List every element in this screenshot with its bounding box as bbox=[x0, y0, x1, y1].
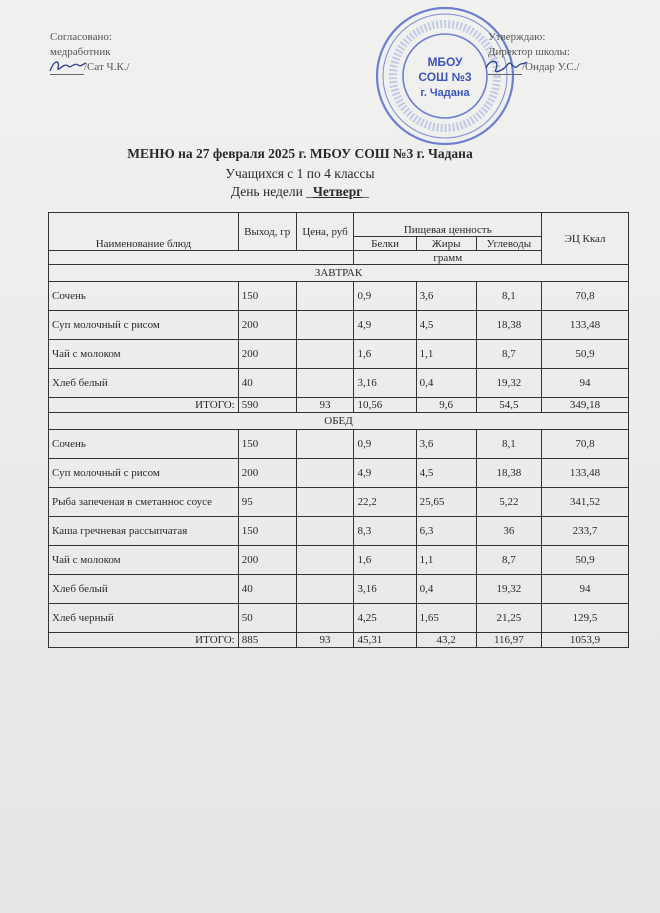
header-price: Цена, руб bbox=[296, 213, 354, 251]
dish-name: Рыба запеченая в сметанноc соусе bbox=[49, 488, 239, 517]
total-energy: 1053,9 bbox=[542, 633, 629, 648]
dish-fat: 3,6 bbox=[416, 430, 476, 459]
dish-price bbox=[296, 340, 354, 369]
dish-price bbox=[296, 369, 354, 398]
dish-carbs: 8,7 bbox=[476, 546, 541, 575]
dish-name: Суп молочный с рисом bbox=[49, 459, 239, 488]
dish-output: 200 bbox=[238, 340, 296, 369]
dish-energy: 233,7 bbox=[542, 517, 629, 546]
dish-energy: 94 bbox=[542, 575, 629, 604]
dish-protein: 0,9 bbox=[354, 282, 416, 311]
dish-carbs: 18,38 bbox=[476, 311, 541, 340]
dish-carbs: 5,22 bbox=[476, 488, 541, 517]
dish-carbs: 8,1 bbox=[476, 282, 541, 311]
total-price: 93 bbox=[296, 398, 354, 413]
dish-carbs: 21,25 bbox=[476, 604, 541, 633]
menu-subtitle-grades: Учащихся с 1 по 4 классы bbox=[225, 166, 375, 181]
total-row-breakfast bbox=[49, 398, 629, 413]
dish-protein: 8,3 bbox=[354, 517, 416, 546]
dish-energy: 50,9 bbox=[542, 340, 629, 369]
dish-fat: 4,5 bbox=[416, 459, 476, 488]
dish-output: 200 bbox=[238, 546, 296, 575]
dish-energy: 341,52 bbox=[542, 488, 629, 517]
dish-price bbox=[296, 488, 354, 517]
header-carbs: Углеводы bbox=[476, 237, 541, 251]
total-protein: 45,31 bbox=[354, 633, 416, 648]
menu-table bbox=[48, 212, 629, 648]
section-title: ЗАВТРАК bbox=[49, 265, 629, 282]
dish-name: Хлеб черный bbox=[49, 604, 239, 633]
total-protein: 10,56 bbox=[354, 398, 416, 413]
dish-fat: 1,65 bbox=[416, 604, 476, 633]
dish-carbs: 36 bbox=[476, 517, 541, 546]
header-fat: Жиры bbox=[416, 237, 476, 251]
total-energy: 349,18 bbox=[542, 398, 629, 413]
menu-table-body bbox=[49, 265, 629, 648]
dish-price bbox=[296, 575, 354, 604]
section-title: ОБЕД bbox=[49, 413, 629, 430]
dish-fat: 6,3 bbox=[416, 517, 476, 546]
dish-price bbox=[296, 459, 354, 488]
dish-fat: 1,1 bbox=[416, 546, 476, 575]
dish-fat: 3,6 bbox=[416, 282, 476, 311]
table-row bbox=[49, 604, 629, 633]
dish-output: 150 bbox=[238, 282, 296, 311]
dish-name: Сочень bbox=[49, 282, 239, 311]
medic-title: медработник bbox=[50, 46, 111, 58]
dish-name: Хлеб белый bbox=[49, 575, 239, 604]
dish-output: 150 bbox=[238, 430, 296, 459]
dish-carbs: 19,32 bbox=[476, 369, 541, 398]
table-row bbox=[49, 340, 629, 369]
table-row bbox=[49, 459, 629, 488]
table-row bbox=[49, 517, 629, 546]
dish-carbs: 8,7 bbox=[476, 340, 541, 369]
dish-protein: 4,9 bbox=[354, 459, 416, 488]
dish-name: Чай с молоком bbox=[49, 546, 239, 575]
weekday-value: Четверг bbox=[312, 184, 363, 199]
director-signature-line bbox=[488, 60, 580, 75]
total-price: 93 bbox=[296, 633, 354, 648]
approved-label: Согласовано: bbox=[50, 31, 112, 43]
total-carbs: 54,5 bbox=[476, 398, 541, 413]
dish-output: 40 bbox=[238, 575, 296, 604]
dish-output: 200 bbox=[238, 459, 296, 488]
header-nutrition: Пищевая ценность bbox=[354, 213, 542, 237]
dish-output: 40 bbox=[238, 369, 296, 398]
dish-price bbox=[296, 517, 354, 546]
medic-name: /Сат Ч.К./ bbox=[84, 61, 130, 73]
dish-name: Суп молочный с рисом bbox=[49, 311, 239, 340]
dish-price bbox=[296, 546, 354, 575]
approval-block-right bbox=[488, 30, 580, 75]
table-row bbox=[49, 575, 629, 604]
total-row-lunch bbox=[49, 633, 629, 648]
svg-text:СОШ №3: СОШ №3 bbox=[418, 70, 472, 84]
dish-name: Каша гречневая рассыпчатая bbox=[49, 517, 239, 546]
table-row bbox=[49, 369, 629, 398]
table-row bbox=[49, 430, 629, 459]
dish-name: Хлеб белый bbox=[49, 369, 239, 398]
dish-protein: 1,6 bbox=[354, 340, 416, 369]
header-name: Наименование блюд bbox=[49, 213, 239, 251]
signature-director bbox=[488, 62, 522, 75]
weekday-suffix: _ bbox=[362, 184, 370, 199]
dish-name: Сочень bbox=[49, 430, 239, 459]
dish-name: Чай с молоком bbox=[49, 340, 239, 369]
dish-fat: 4,5 bbox=[416, 311, 476, 340]
dish-protein: 0,9 bbox=[354, 430, 416, 459]
dish-energy: 50,9 bbox=[542, 546, 629, 575]
table-row bbox=[49, 488, 629, 517]
dish-output: 200 bbox=[238, 311, 296, 340]
header-blank bbox=[49, 251, 354, 265]
dish-price bbox=[296, 430, 354, 459]
dish-price bbox=[296, 282, 354, 311]
dish-protein: 22,2 bbox=[354, 488, 416, 517]
table-row bbox=[49, 282, 629, 311]
signature-medic-icon bbox=[46, 56, 90, 78]
director-name: /Ондар У.С./ bbox=[522, 61, 580, 73]
table-row bbox=[49, 311, 629, 340]
dish-energy: 70,8 bbox=[542, 430, 629, 459]
dish-energy: 70,8 bbox=[542, 282, 629, 311]
dish-output: 50 bbox=[238, 604, 296, 633]
dish-protein: 3,16 bbox=[354, 369, 416, 398]
dish-fat: 1,1 bbox=[416, 340, 476, 369]
dish-fat: 25,65 bbox=[416, 488, 476, 517]
dish-energy: 133,48 bbox=[542, 311, 629, 340]
header-output: Выход, гр bbox=[238, 213, 296, 251]
menu-weekday bbox=[0, 184, 630, 200]
header-protein: Белки bbox=[354, 237, 416, 251]
dish-fat: 0,4 bbox=[416, 369, 476, 398]
dish-fat: 0,4 bbox=[416, 575, 476, 604]
header-energy: ЭЦ Ккал bbox=[542, 213, 629, 265]
medic-signature-line bbox=[50, 60, 130, 75]
total-fat: 9,6 bbox=[416, 398, 476, 413]
total-carbs: 116,97 bbox=[476, 633, 541, 648]
total-fat: 43,2 bbox=[416, 633, 476, 648]
section-breakfast bbox=[49, 265, 629, 282]
dish-output: 95 bbox=[238, 488, 296, 517]
svg-text:МБОУ: МБОУ bbox=[427, 55, 463, 69]
section-lunch bbox=[49, 413, 629, 430]
header-unit: грамм bbox=[354, 251, 542, 265]
dish-protein: 4,25 bbox=[354, 604, 416, 633]
total-output: 590 bbox=[238, 398, 296, 413]
signature-medic bbox=[50, 62, 84, 75]
table-row bbox=[49, 546, 629, 575]
dish-carbs: 18,38 bbox=[476, 459, 541, 488]
dish-energy: 94 bbox=[542, 369, 629, 398]
dish-carbs: 8,1 bbox=[476, 430, 541, 459]
dish-carbs: 19,32 bbox=[476, 575, 541, 604]
menu-title: МЕНЮ на 27 февраля 2025 г. МБОУ СОШ №3 г. Чадана bbox=[127, 146, 473, 161]
director-title: Директор школы: bbox=[488, 46, 570, 58]
total-output: 885 bbox=[238, 633, 296, 648]
approve-label: Утверждаю: bbox=[488, 31, 546, 43]
svg-text:г. Чадана: г. Чадана bbox=[420, 87, 470, 99]
dish-price bbox=[296, 311, 354, 340]
total-label: ИТОГО: bbox=[49, 398, 239, 413]
weekday-prefix: День недели _ bbox=[230, 184, 313, 199]
signature-director-icon bbox=[484, 56, 528, 78]
total-label: ИТОГО: bbox=[49, 633, 239, 648]
dish-protein: 4,9 bbox=[354, 311, 416, 340]
dish-energy: 129,5 bbox=[542, 604, 629, 633]
dish-protein: 3,16 bbox=[354, 575, 416, 604]
approval-block-left bbox=[50, 30, 130, 75]
dish-protein: 1,6 bbox=[354, 546, 416, 575]
dish-output: 150 bbox=[238, 517, 296, 546]
dish-energy: 133,48 bbox=[542, 459, 629, 488]
dish-price bbox=[296, 604, 354, 633]
